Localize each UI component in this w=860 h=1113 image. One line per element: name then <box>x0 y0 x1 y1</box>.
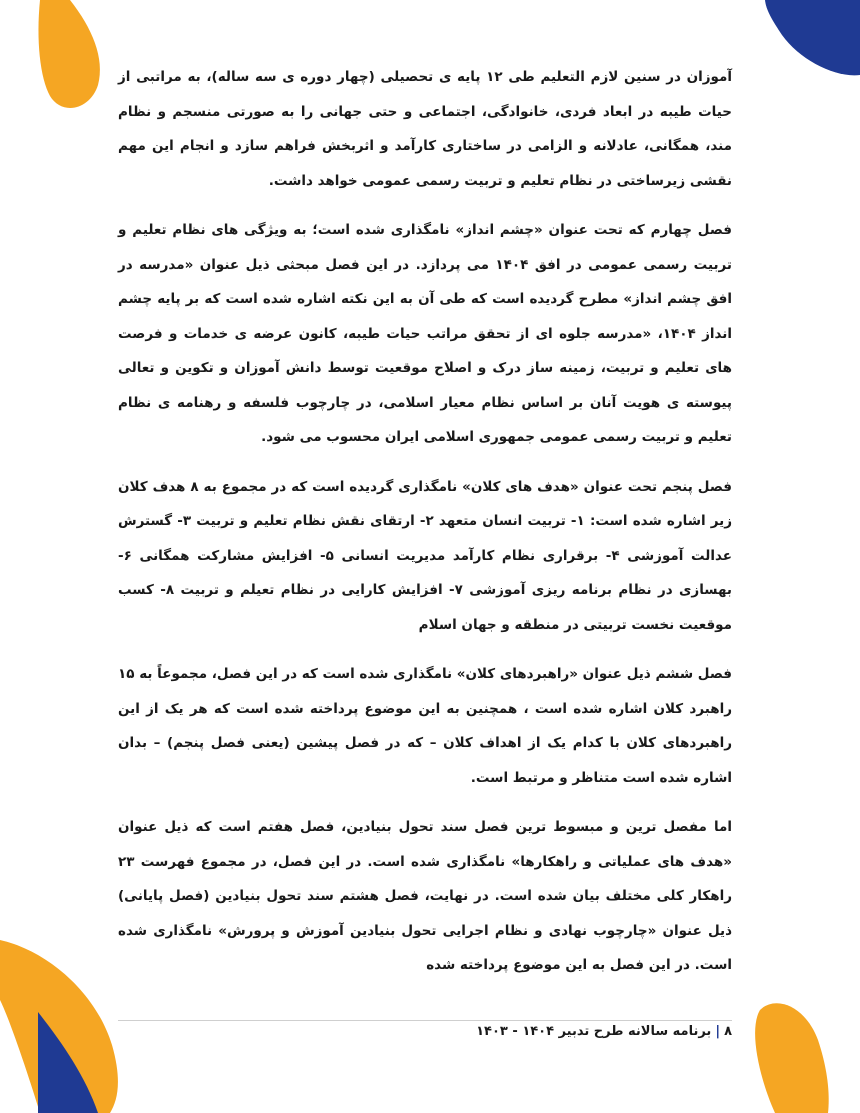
paragraph-2: فصل چهارم که تحت عنوان «چشم انداز» نامگذاری شده است؛ به ویژگی های نظام تعلیم و تربیت رسمی عمومی در افق ۱۴۰۴ می پردازد. در این فصل مبحثی ذیل عنوان «مدرسه در افق چشم انداز» مطرح گردیده است که طی آن به این نکته اشاره شده است که بر پایه چشم انداز ۱۴۰۴، «مدرسه جلوه ای از تحقق مراتب حیات طیبه، کانون عرضه ی خدمات و فرصت های تعلیم و تربیت، زمینه ساز درک و اصلاح موقعیت توسط دانش آموزان و تکوین و تعالی پیوسته ی هویت آنان بر اساس نظام معیار اسلامی، در چارچوب فلسفه و رهنامه ی نظام تعلیم و تربیت رسمی عمومی جمهوری اسلامی ایران محسوب می شود. <box>118 222 732 445</box>
top-left-yellow-drop <box>38 0 99 108</box>
top-right-blue-shape <box>765 0 860 75</box>
bottom-right-yellow-drop <box>755 1003 829 1113</box>
footer-divider <box>118 1020 732 1021</box>
footer-title: برنامه سالانه طرح تدبیر ۱۴۰۴ - ۱۴۰۳ <box>476 1024 712 1039</box>
page-number: ۸ <box>724 1024 732 1039</box>
footer-separator: | <box>715 1024 721 1039</box>
document-body <box>118 60 732 983</box>
paragraph-4: فصل ششم ذیل عنوان «راهبردهای کلان» نامگذاری شده است که در این فصل، مجموعاً به ۱۵ راهبرد کلان اشاره شده است ، همچنین به این موضوع پرداخته شده است که هر یک از این راهبردهای کلان با کدام یک از اهداف کلان – که در فصل پیشین (یعنی فصل پنجم) – بدان اشاره شده است متناظر و مرتبط است. <box>118 666 732 786</box>
paragraph-3: فصل پنجم تحت عنوان «هدف های کلان» نامگذاری گردیده است که در مجموع به ۸ هدف کلان زیر اشاره شده است: ۱- تربیت انسان متعهد ۲- ارتقای نقش نظام تعلیم و تربیت ۳- گسترش عدالت آموزشی ۴- برقراری نظام کارآمد مدیریت انسانی ۵- افزایش مشارکت همگانی ۶- بهسازی در نظام برنامه ریزی آموزشی ۷- افزایش کارایی در نظام تعیلم و تربیت ۸- کسب موقعیت نخست تربیتی در منطقه و جهان اسلام <box>118 478 732 633</box>
paragraph-5: اما مفصل ترین و مبسوط ترین فصل سند تحول بنیادین، فصل هفتم است که ذیل عنوان «هدف های عملیاتی و راهکارها» نامگذاری شده است. در این فصل، در مجموع فهرست ۲۳ راهکار کلی مختلف بیان شده است. در نهایت، فصل هشتم سند تحول بنیادین (فصل پایانی) ذیل عنوان «چارچوب نهادی و نظام اجرایی تحول بنیادین آموزش و پرورش» نامگذاری شده است. در این فصل به این موضوع پرداخته شده <box>118 819 732 973</box>
paragraph-1: آموزان در سنین لازم التعلیم طی ۱۲ پایه ی تحصیلی (چهار دوره ی سه ساله)، به مراتبی از حیات طیبه در ابعاد فردی، خانوادگی، اجتماعی و حتی جهانی را به صورتی منسجم و نظام مند، همگانی، عادلانه و الزامی در ساختاری کارآمد و اثربخش فراهم سازد و انجام این مهم نقشی زیرساختی در نظام تعلیم و تربیت رسمی عمومی خواهد داشت. <box>118 69 732 189</box>
page-footer <box>476 1024 732 1039</box>
